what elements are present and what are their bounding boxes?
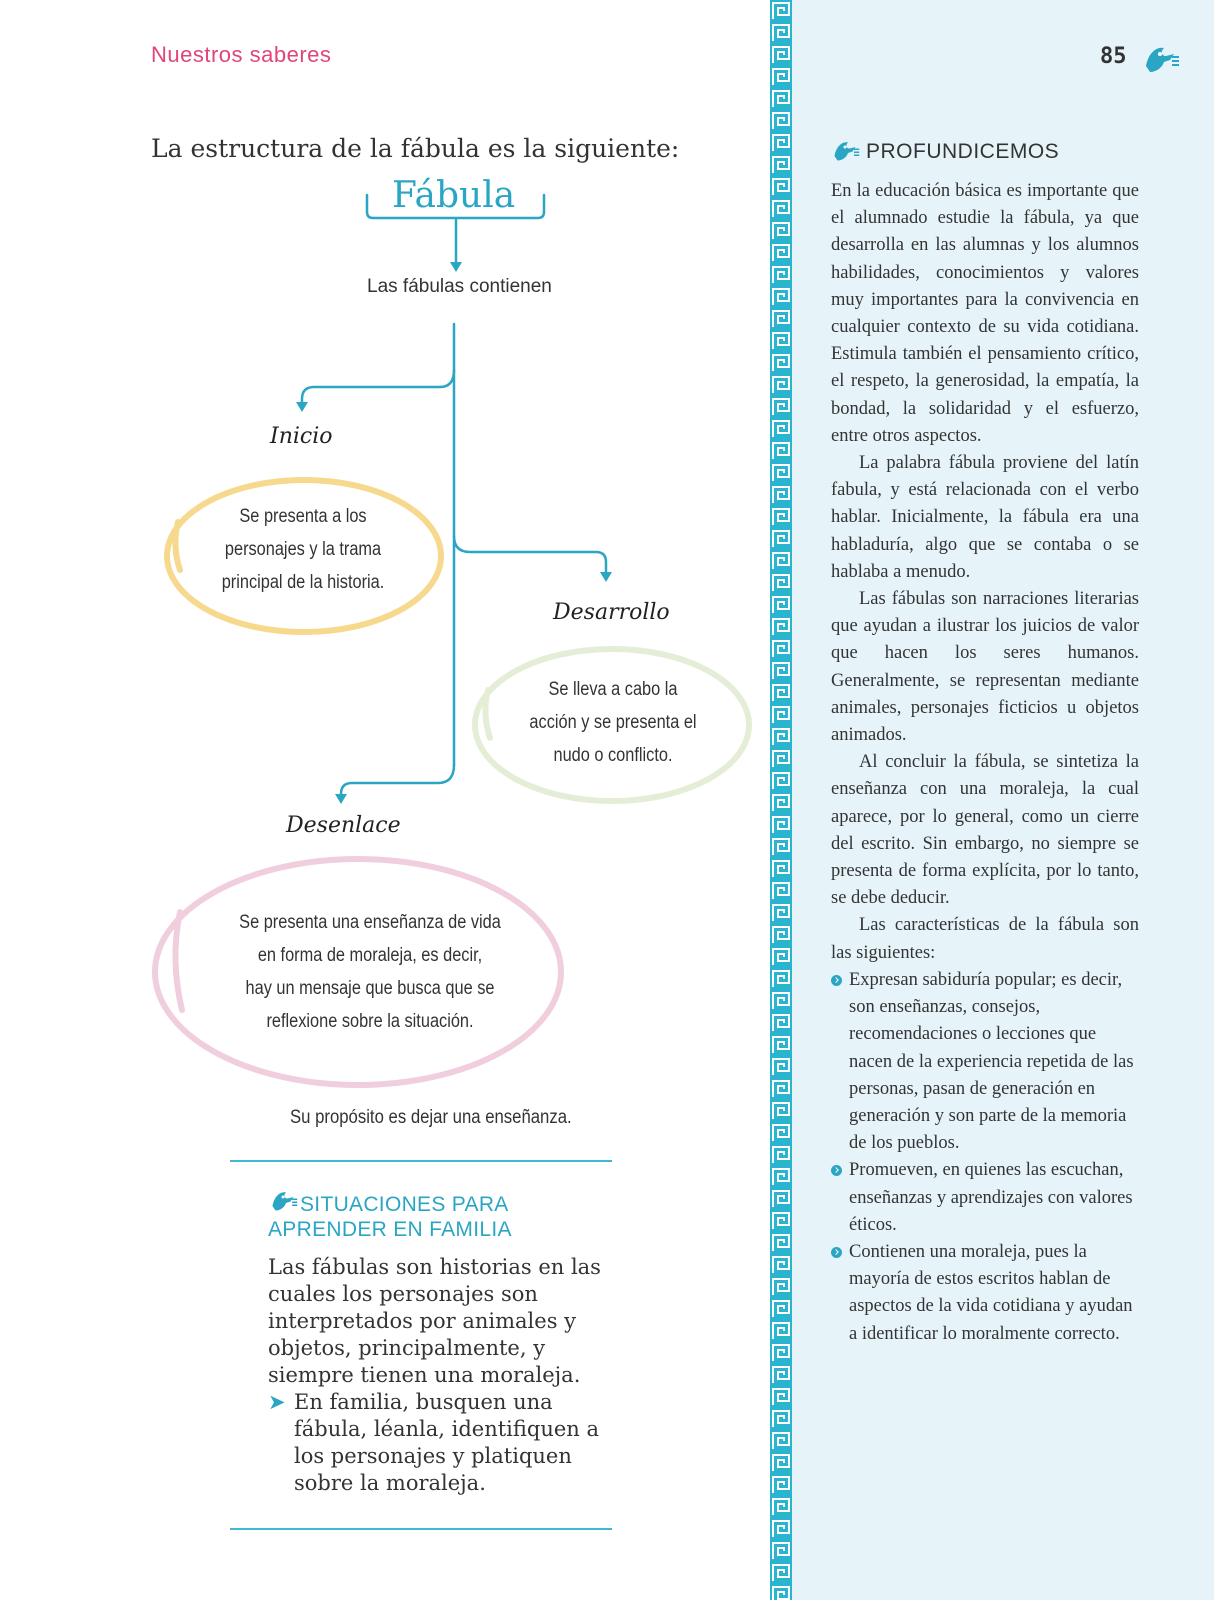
sidebar-paragraph: En la educación básica es importante que el alumnado estudie la fábula, ya que desarrolla en las alumnas y los alumnos habilidades, conocimientos y valores muy importantes para la convivencia en cualquier contexto de su vida cotidiana. Estimula también el pensamiento crítico, el respeto, la generosidad, la empatía, la bondad, la solidaridad y el esfuerzo, entre otros aspectos. (831, 181, 1139, 446)
bullet-chevron-icon (831, 1247, 842, 1258)
node-label-desenlace: Desenlace (286, 813, 401, 838)
chevron-right-icon: ➤ (268, 1390, 286, 1414)
list-item (831, 967, 1139, 1157)
diagram-intro: La estructura de la fábula es la siguiente: (151, 134, 680, 163)
node-text-line: Se lleva a cabo la (548, 679, 678, 700)
node-text-line: Se presenta una enseñanza de vida (239, 912, 501, 933)
list-item (831, 1239, 1139, 1348)
sidebar-paragraph: Las características de la fábula son las siguientes: (831, 915, 1139, 963)
node-label-desarrollo: Desarrollo (553, 600, 670, 625)
quetzalcoatl-glyph-icon (1140, 40, 1180, 76)
arrowhead-title (450, 262, 462, 272)
sidebar-paragraph: Las fábulas son narraciones literarias que ayudan a ilustrar los juicios de valor que hacen los seres humanos. Generalmente, se representan mediante animales, personajes ficticios u objetos animados. (831, 589, 1139, 746)
sidebar-paragraph: Al concluir la fábula, se sintetiza la enseñanza con una moraleja, la cual aparece, por lo general, como un cierre del escrito. Sin embargo, no siempre se presenta de forma explícita, por lo tanto, se debe deducir. (831, 752, 1139, 909)
list-item-text: Promueven, en quienes las escuchan, enseñanzas y aprendizajes con valores éticos. (849, 1160, 1133, 1235)
quetzalcoatl-glyph-icon (268, 1186, 298, 1214)
node-text-line: principal de la historia. (221, 572, 385, 593)
arrowhead-desarrollo (600, 572, 612, 582)
node-text-line: acción y se presenta el (529, 712, 697, 733)
greek-key-border (770, 0, 792, 1600)
node-text-desenlace (198, 906, 542, 1038)
family-section-heading: SITUACIONES PARA (300, 1193, 509, 1216)
node-text-desarrollo (497, 673, 729, 772)
list-item (831, 1157, 1139, 1239)
bullet-chevron-icon (831, 1165, 842, 1176)
node-text-line: Se presenta a los (239, 506, 367, 527)
contains-label: Las fábulas contienen (367, 276, 552, 297)
greek-key-pattern (770, 0, 792, 1600)
node-text-inicio (189, 500, 418, 599)
node-text-line: hay un mensaje que busca que se (245, 978, 495, 999)
branch-inicio (302, 370, 454, 404)
quetzalcoatl-glyph-icon (830, 136, 860, 164)
arrowhead-desenlace (335, 794, 347, 804)
node-text-line: en forma de moraleja, es decir, (257, 945, 483, 966)
family-section-body: Las fábulas son historias en las cuales los personajes son interpretados por animales y objetos, principalmente, y siempre tienen una moraleja. (268, 1255, 601, 1387)
node-label-inicio: Inicio (270, 424, 333, 449)
title-bracket (367, 195, 544, 218)
branch-desenlace (341, 765, 454, 795)
section-label: Nuestros saberes (151, 42, 332, 67)
diagram-title: Fábula (392, 175, 516, 216)
node-text-line: nudo o conflicto. (553, 745, 673, 766)
family-bullet-text: En familia, busquen una fábula, léanla, identifiquen a los personajes y platiquen sobre la moraleja. (294, 1390, 600, 1495)
arrowhead-inicio (296, 402, 308, 412)
sidebar-heading: PROFUNDICEMOS (866, 140, 1060, 163)
bullet-chevron-icon (831, 975, 842, 986)
list-item-text: Expresan sabiduría popular; es decir, son enseñanzas, consejos, recomendaciones o lecciones que nacen de la experiencia repetida de las personas, pasan de generación en generación y son parte de la memoria de los pueblos. (849, 969, 1134, 1154)
node-text-line: reflexione sobre la situación. (266, 1011, 474, 1032)
characteristics-list (831, 967, 1139, 1348)
sidebar-paragraph: La palabra fábula proviene del latín fabula, y está relacionada con el verbo hablar. Inicialmente, la fábula era una habladuría, algo que se contaba o se hablaba a menudo. (831, 453, 1139, 582)
family-section-heading-line2: APRENDER EN FAMILIA (268, 1218, 512, 1241)
diagram-purpose: Su propósito es dejar una enseñanza. (290, 1107, 572, 1128)
node-text-line: personajes y la trama (224, 539, 382, 560)
sidebar-body (831, 178, 1139, 1348)
list-item-text: Contienen una moraleja, pues la mayoría de estos escritos hablan de aspectos de la vida cotidiana y ayudan a identificar lo moralmente correcto. (849, 1241, 1133, 1344)
branch-desarrollo (454, 536, 606, 574)
page-number: 85 (1100, 44, 1127, 69)
family-section-bullet (268, 1389, 612, 1497)
